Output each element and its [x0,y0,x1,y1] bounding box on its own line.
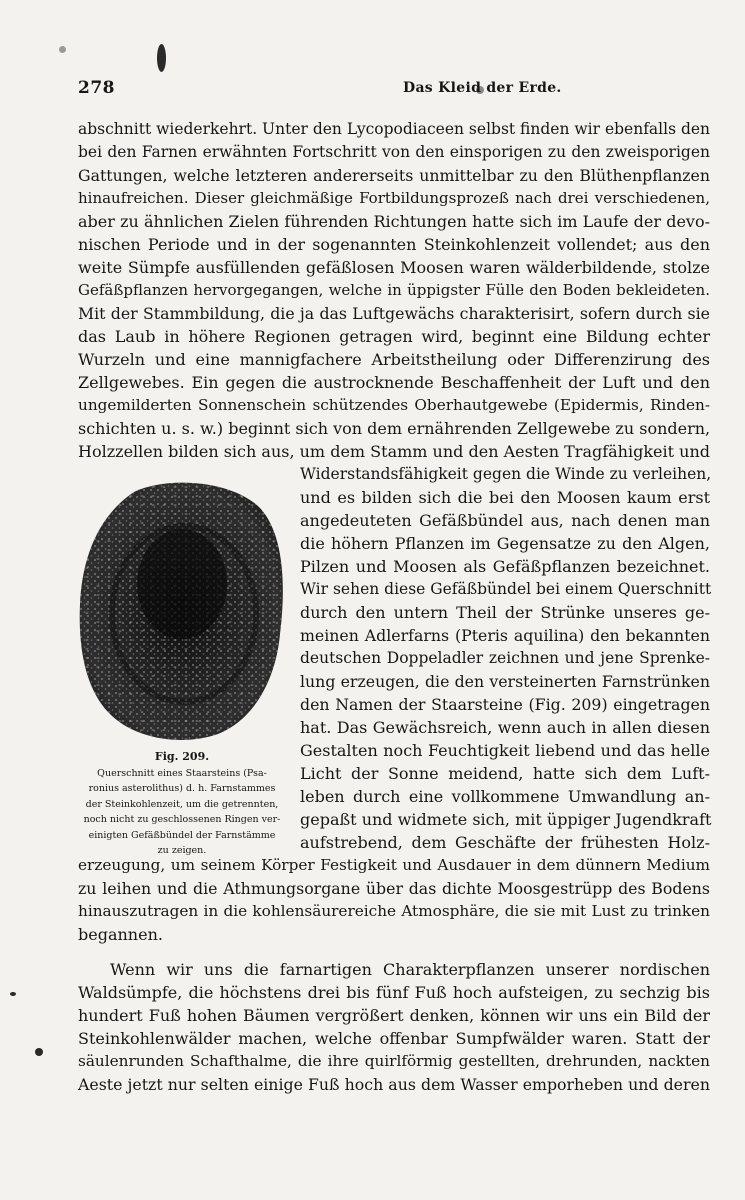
body-line: hat. Das Gewächsreich, wenn auch in allen diesen [300,718,710,737]
body-line: leben durch eine vollkommene Umwandlung an- [300,787,710,806]
body-line: abschnitt wiederkehrt. Unter den Lycopodiaceen selbst finden wir ebenfalls den [78,120,711,138]
body-line: aufstrebend, dem Geschäfte der frühesten Holz- [300,833,710,852]
page-header [78,78,708,100]
body-line: ungemilderten Sonnenschein schützendes Oberhautgewebe (Epidermis, Rinden- [78,396,710,414]
body-line: aber zu ähnlichen Zielen führenden Richtungen hatte sich im Laufe der devo- [78,212,710,231]
body-line: zu leihen und die Athmungsorgane über das dichte Moosgestrüpp des Bodens [78,879,710,898]
running-title: Das Kleid der Erde. [403,80,562,96]
body-line: begannen. [78,925,163,944]
body-line: Gattungen, welche letzteren andererseits unmittelbar zu den Blüthenpflanzen [78,166,710,185]
body-line: das Laub in höhere Regionen getragen wird, beginnt eine Bildung echter [78,327,710,346]
body-line: erzeugung, um seinem Körper Festigkeit und Ausdauer in dem dünnern Medium [78,856,710,874]
body-line: Wir sehen diese Gefäßbündel bei einem Querschnitt [300,580,712,598]
specimen-image [72,474,292,744]
caption-line: ronius asterolithus) d. h. Farnstammes [88,783,276,795]
body-line: Steinkohlenwälder machen, welche offenbar Sumpfwälder waren. Statt der [78,1029,710,1048]
body-line: Holzzellen bilden sich aus, um dem Stamm und den Aesten Tragfähigkeit und [78,442,710,461]
body-line: säulenrunden Schafthalme, die ihre quirlförmig gestellten, drehrunden, nackten [78,1052,710,1070]
caption-line: der Steinkohlenzeit, um die getrennten, [85,798,279,810]
body-line: Zellgewebes. Ein gegen die austrocknende Beschaffenheit der Luft und den [78,373,710,392]
body-line: Mit der Stammbildung, die ja das Luftgewächs charakterisirt, sofern durch sie [78,304,710,323]
body-line: durch den untern Theil der Strünke unseres ge- [300,603,710,622]
caption-line: zu zeigen. [157,845,207,857]
ink-speck [10,992,16,996]
body-line: Waldsümpfe, die höchstens drei bis fünf Fuß hoch aufsteigen, zu sechzig bis [78,983,710,1002]
ink-speck [35,1048,43,1056]
body-line: bei den Farnen erwähnten Fortschritt von den einsporigen zu den zweisporigen [78,143,710,161]
body-line: die höhern Pflanzen im Gegensatze zu den Algen, [300,534,710,553]
page-number: 278 [78,78,115,98]
body-line: Licht der Sonne meidend, hatte sich dem Luft- [300,764,710,783]
body-line: meinen Adlerfarns (Pteris aquilina) den bekannten [300,626,710,645]
figure-label: Fig. 209. [154,750,210,763]
body-line: hundert Fuß hohen Bäumen vergrößert denken, können wir uns ein Bild der [78,1006,710,1025]
body-line: gepaßt und widmete sich, mit üppiger Jugendkraft [300,810,712,829]
body-line: Aeste jetzt nur selten einige Fuß hoch aus dem Wasser emporheben und deren [78,1075,710,1094]
body-line: Pilzen und Moosen als Gefäßpflanzen bezeichnet. [300,557,710,576]
body-line: Gestalten noch Feuchtigkeit liebend und das helle [300,741,710,760]
caption-line: noch nicht zu geschlossenen Ringen ver- [83,814,281,826]
body-line: und es bilden sich die bei den Moosen kaum erst [300,488,710,507]
body-line: lung erzeugen, die den versteinerten Farnstrünken [300,672,710,691]
ink-speck [157,44,166,72]
body-line: hinaufreichen. Dieser gleichmäßige Fortbildungsprozeß nach drei verschiedenen, [78,189,710,207]
body-line: den Namen der Staarsteine (Fig. 209) eingetragen [300,695,710,714]
body-line: Wenn wir uns die farnartigen Charakterpflanzen unserer nordischen [110,960,710,979]
body-line: Gefäßpflanzen hervorgegangen, welche in üppigster Fülle den Boden bekleideten. [78,281,710,299]
body-line: angedeuteten Gefäßbündel aus, nach denen man [300,511,710,530]
caption-line: Querschnitt eines Staarsteins (Psa- [97,768,267,779]
body-line: nischen Periode und in der sogenannten Steinkohlenzeit vollendet; aus den [78,235,710,254]
body-line: deutschen Doppeladler zeichnen und jene Sprenke- [300,649,710,667]
body-line: hinauszutragen in die kohlensäurereiche Atmosphäre, die sie mit Lust zu trinken [78,902,710,920]
figure-caption [72,766,292,858]
body-line: Wurzeln und eine mannigfachere Arbeitstheilung oder Differenzirung des [78,350,710,369]
caption-line: einigten Gefäßbündel der Farnstämme [88,829,276,841]
body-line: weite Sümpfe ausfüllenden gefäßlosen Moosen waren wälderbildende, stolze [78,258,710,277]
body-line: schichten u. s. w.) beginnt sich von dem ernährenden Zellgewebe zu sondern, [78,419,711,438]
ink-speck [59,46,66,53]
body-line: Widerstandsfähigkeit gegen die Winde zu verleihen, [300,465,712,483]
